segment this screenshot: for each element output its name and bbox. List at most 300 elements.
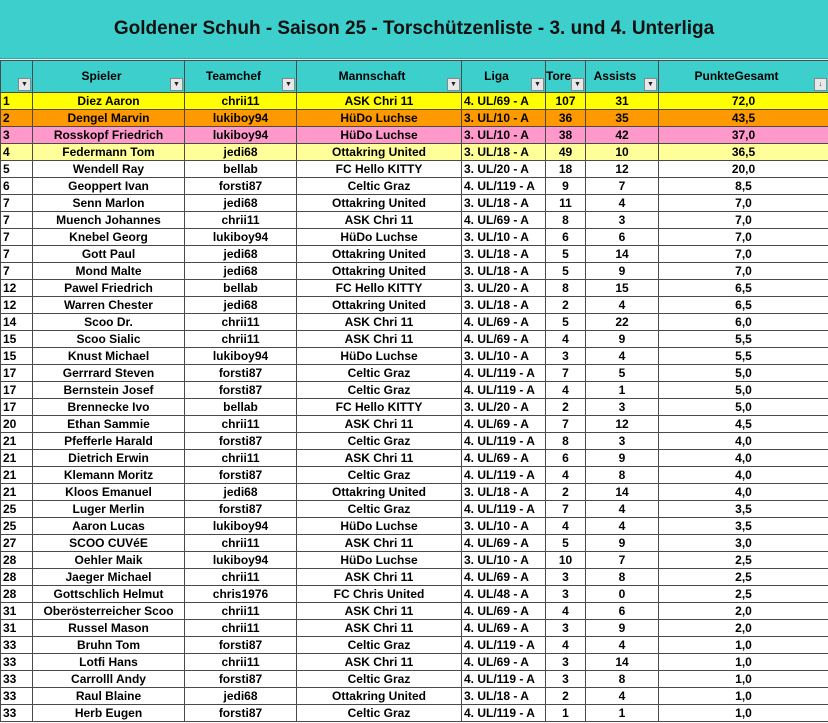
liga-cell[interactable]: 4. UL/119 - A [462,501,546,518]
filter-dropdown-icon[interactable]: ▼ [531,78,544,91]
spieler-cell[interactable]: Ethan Sammie [33,416,185,433]
teamchef-cell[interactable]: chrii11 [185,450,297,467]
table-row[interactable] [1,450,828,467]
mannschaft-cell[interactable]: ASK Chri 11 [297,603,462,620]
teamchef-cell[interactable]: chrii11 [185,654,297,671]
assists-cell[interactable]: 7 [586,552,659,569]
rank-cell[interactable]: 17 [1,382,33,399]
tore-cell[interactable]: 2 [546,484,586,501]
mannschaft-cell[interactable]: FC Chris United [297,586,462,603]
teamchef-cell[interactable]: bellab [185,161,297,178]
punkte-cell[interactable]: 72,0 [659,93,828,110]
rank-cell[interactable]: 12 [1,297,33,314]
rank-cell[interactable]: 25 [1,501,33,518]
table-row[interactable] [1,433,828,450]
spieler-cell[interactable]: Senn Marlon [33,195,185,212]
mannschaft-cell[interactable]: Ottakring United [297,144,462,161]
punkte-cell[interactable]: 1,0 [659,654,828,671]
tore-cell[interactable]: 4 [546,467,586,484]
liga-cell[interactable]: 3. UL/10 - A [462,229,546,246]
rank-cell[interactable]: 20 [1,416,33,433]
liga-cell[interactable]: 3. UL/20 - A [462,161,546,178]
mannschaft-cell[interactable]: ASK Chri 11 [297,654,462,671]
mannschaft-cell[interactable]: HüDo Luchse [297,348,462,365]
liga-cell[interactable]: 3. UL/18 - A [462,195,546,212]
liga-cell[interactable]: 4. UL/119 - A [462,637,546,654]
liga-cell[interactable]: 4. UL/119 - A [462,671,546,688]
rank-cell[interactable]: 17 [1,399,33,416]
table-row[interactable] [1,127,828,144]
spieler-cell[interactable]: Bruhn Tom [33,637,185,654]
teamchef-cell[interactable]: forsti87 [185,365,297,382]
rank-cell[interactable]: 21 [1,433,33,450]
rank-cell[interactable]: 28 [1,552,33,569]
punkte-cell[interactable]: 5,5 [659,348,828,365]
punkte-cell[interactable]: 1,0 [659,705,828,722]
punkte-cell[interactable]: 4,0 [659,433,828,450]
punkte-cell[interactable]: 2,0 [659,603,828,620]
punkte-cell[interactable]: 4,0 [659,467,828,484]
assists-cell[interactable]: 9 [586,620,659,637]
table-row[interactable] [1,552,828,569]
mannschaft-cell[interactable]: HüDo Luchse [297,127,462,144]
punkte-cell[interactable]: 6,0 [659,314,828,331]
assists-cell[interactable]: 42 [586,127,659,144]
spieler-cell[interactable]: Knebel Georg [33,229,185,246]
teamchef-cell[interactable]: jedi68 [185,297,297,314]
mannschaft-cell[interactable]: Celtic Graz [297,501,462,518]
teamchef-cell[interactable]: lukiboy94 [185,518,297,535]
spieler-cell[interactable]: Wendell Ray [33,161,185,178]
mannschaft-cell[interactable]: ASK Chri 11 [297,416,462,433]
assists-cell[interactable]: 35 [586,110,659,127]
assists-cell[interactable]: 9 [586,450,659,467]
punkte-cell[interactable]: 2,5 [659,569,828,586]
spieler-cell[interactable]: Mond Malte [33,263,185,280]
teamchef-cell[interactable]: lukiboy94 [185,348,297,365]
tore-cell[interactable]: 1 [546,705,586,722]
teamchef-cell[interactable]: lukiboy94 [185,127,297,144]
column-header-tore[interactable]: Tore ▼ [546,61,586,93]
table-row[interactable] [1,586,828,603]
table-row[interactable] [1,246,828,263]
punkte-cell[interactable]: 5,0 [659,365,828,382]
mannschaft-cell[interactable]: ASK Chri 11 [297,450,462,467]
mannschaft-cell[interactable]: Celtic Graz [297,365,462,382]
spieler-cell[interactable]: Pawel Friedrich [33,280,185,297]
spieler-cell[interactable]: Kloos Emanuel [33,484,185,501]
assists-cell[interactable]: 4 [586,297,659,314]
rank-cell[interactable]: 2 [1,110,33,127]
teamchef-cell[interactable]: bellab [185,280,297,297]
assists-cell[interactable]: 4 [586,195,659,212]
assists-cell[interactable]: 4 [586,501,659,518]
spieler-cell[interactable]: Gottschlich Helmut [33,586,185,603]
mannschaft-cell[interactable]: Celtic Graz [297,705,462,722]
filter-dropdown-icon[interactable]: ▼ [170,78,183,91]
assists-cell[interactable]: 6 [586,603,659,620]
rank-cell[interactable]: 1 [1,93,33,110]
filter-dropdown-icon[interactable]: ▼ [18,78,31,91]
liga-cell[interactable]: 3. UL/10 - A [462,110,546,127]
assists-cell[interactable]: 14 [586,484,659,501]
teamchef-cell[interactable]: chrii11 [185,416,297,433]
teamchef-cell[interactable]: lukiboy94 [185,552,297,569]
tore-cell[interactable]: 8 [546,433,586,450]
punkte-cell[interactable]: 5,0 [659,382,828,399]
spieler-cell[interactable]: Luger Merlin [33,501,185,518]
mannschaft-cell[interactable]: Celtic Graz [297,178,462,195]
table-row[interactable] [1,195,828,212]
spieler-cell[interactable]: Knust Michael [33,348,185,365]
punkte-cell[interactable]: 36,5 [659,144,828,161]
punkte-cell[interactable]: 1,0 [659,637,828,654]
tore-cell[interactable]: 2 [546,399,586,416]
spieler-cell[interactable]: Geoppert Ivan [33,178,185,195]
column-header-assists[interactable]: Assists ▼ [586,61,659,93]
assists-cell[interactable]: 4 [586,688,659,705]
punkte-cell[interactable]: 2,5 [659,586,828,603]
rank-cell[interactable]: 33 [1,671,33,688]
liga-cell[interactable]: 4. UL/119 - A [462,178,546,195]
liga-cell[interactable]: 4. UL/119 - A [462,467,546,484]
liga-cell[interactable]: 4. UL/69 - A [462,654,546,671]
assists-cell[interactable]: 3 [586,433,659,450]
sort-descending-icon[interactable]: ↓ [814,78,827,91]
rank-cell[interactable]: 33 [1,654,33,671]
tore-cell[interactable]: 6 [546,450,586,467]
rank-cell[interactable]: 6 [1,178,33,195]
tore-cell[interactable]: 3 [546,569,586,586]
assists-cell[interactable]: 22 [586,314,659,331]
punkte-cell[interactable]: 7,0 [659,263,828,280]
punkte-cell[interactable]: 8,5 [659,178,828,195]
mannschaft-cell[interactable]: Celtic Graz [297,467,462,484]
liga-cell[interactable]: 3. UL/18 - A [462,263,546,280]
mannschaft-cell[interactable]: Celtic Graz [297,637,462,654]
punkte-cell[interactable]: 7,0 [659,246,828,263]
liga-cell[interactable]: 3. UL/18 - A [462,688,546,705]
rank-cell[interactable]: 25 [1,518,33,535]
tore-cell[interactable]: 3 [546,671,586,688]
tore-cell[interactable]: 3 [546,348,586,365]
teamchef-cell[interactable]: chrii11 [185,314,297,331]
teamchef-cell[interactable]: jedi68 [185,484,297,501]
rank-cell[interactable]: 7 [1,212,33,229]
assists-cell[interactable]: 4 [586,637,659,654]
mannschaft-cell[interactable]: HüDo Luchse [297,518,462,535]
mannschaft-cell[interactable]: ASK Chri 11 [297,93,462,110]
teamchef-cell[interactable]: jedi68 [185,688,297,705]
table-row[interactable] [1,705,828,722]
punkte-cell[interactable]: 1,0 [659,671,828,688]
liga-cell[interactable]: 4. UL/119 - A [462,433,546,450]
filter-dropdown-icon[interactable]: ▼ [447,78,460,91]
spieler-cell[interactable]: Warren Chester [33,297,185,314]
teamchef-cell[interactable]: jedi68 [185,195,297,212]
spieler-cell[interactable]: Muench Johannes [33,212,185,229]
spieler-cell[interactable]: Gerrrard Steven [33,365,185,382]
mannschaft-cell[interactable]: ASK Chri 11 [297,535,462,552]
mannschaft-cell[interactable]: FC Hello KITTY [297,280,462,297]
assists-cell[interactable]: 8 [586,569,659,586]
teamchef-cell[interactable]: lukiboy94 [185,229,297,246]
rank-cell[interactable]: 31 [1,620,33,637]
assists-cell[interactable]: 12 [586,161,659,178]
teamchef-cell[interactable]: forsti87 [185,671,297,688]
rank-cell[interactable]: 3 [1,127,33,144]
punkte-cell[interactable]: 3,5 [659,501,828,518]
punkte-cell[interactable]: 6,5 [659,280,828,297]
tore-cell[interactable]: 10 [546,552,586,569]
spieler-cell[interactable]: Oehler Maik [33,552,185,569]
rank-cell[interactable]: 14 [1,314,33,331]
tore-cell[interactable]: 6 [546,229,586,246]
liga-cell[interactable]: 3. UL/18 - A [462,297,546,314]
spieler-cell[interactable]: Dietrich Erwin [33,450,185,467]
table-row[interactable] [1,110,828,127]
mannschaft-cell[interactable]: FC Hello KITTY [297,161,462,178]
punkte-cell[interactable]: 7,0 [659,195,828,212]
tore-cell[interactable]: 8 [546,212,586,229]
tore-cell[interactable]: 5 [546,314,586,331]
assists-cell[interactable]: 8 [586,671,659,688]
liga-cell[interactable]: 4. UL/69 - A [462,603,546,620]
spieler-cell[interactable]: Federmann Tom [33,144,185,161]
tore-cell[interactable]: 9 [546,178,586,195]
table-row[interactable] [1,93,828,110]
table-row[interactable] [1,467,828,484]
tore-cell[interactable]: 4 [546,382,586,399]
assists-cell[interactable]: 12 [586,416,659,433]
liga-cell[interactable]: 4. UL/69 - A [462,416,546,433]
assists-cell[interactable]: 9 [586,331,659,348]
assists-cell[interactable]: 0 [586,586,659,603]
liga-cell[interactable]: 4. UL/69 - A [462,93,546,110]
assists-cell[interactable]: 6 [586,229,659,246]
mannschaft-cell[interactable]: HüDo Luchse [297,110,462,127]
spieler-cell[interactable]: Aaron Lucas [33,518,185,535]
teamchef-cell[interactable]: forsti87 [185,178,297,195]
spieler-cell[interactable]: Carrolll Andy [33,671,185,688]
teamchef-cell[interactable]: forsti87 [185,382,297,399]
tore-cell[interactable]: 5 [546,263,586,280]
table-row[interactable] [1,280,828,297]
rank-cell[interactable]: 28 [1,569,33,586]
column-header-punkte[interactable]: PunkteGesamt ↓ [659,61,828,93]
rank-cell[interactable]: 28 [1,586,33,603]
punkte-cell[interactable]: 37,0 [659,127,828,144]
teamchef-cell[interactable]: lukiboy94 [185,110,297,127]
assists-cell[interactable]: 4 [586,518,659,535]
mannschaft-cell[interactable]: Celtic Graz [297,382,462,399]
filter-dropdown-icon[interactable]: ▼ [282,78,295,91]
spieler-cell[interactable]: Gott Paul [33,246,185,263]
liga-cell[interactable]: 4. UL/69 - A [462,620,546,637]
table-row[interactable] [1,331,828,348]
column-header-liga[interactable]: Liga ▼ [462,61,546,93]
liga-cell[interactable]: 4. UL/48 - A [462,586,546,603]
rank-cell[interactable]: 7 [1,195,33,212]
mannschaft-cell[interactable]: ASK Chri 11 [297,620,462,637]
punkte-cell[interactable]: 4,5 [659,416,828,433]
assists-cell[interactable]: 1 [586,705,659,722]
table-row[interactable] [1,484,828,501]
spieler-cell[interactable]: Scoo Sialic [33,331,185,348]
liga-cell[interactable]: 3. UL/10 - A [462,127,546,144]
rank-cell[interactable]: 7 [1,263,33,280]
punkte-cell[interactable]: 6,5 [659,297,828,314]
teamchef-cell[interactable]: chrii11 [185,93,297,110]
table-row[interactable] [1,144,828,161]
punkte-cell[interactable]: 2,5 [659,552,828,569]
punkte-cell[interactable]: 4,0 [659,450,828,467]
rank-cell[interactable]: 15 [1,331,33,348]
tore-cell[interactable]: 7 [546,365,586,382]
assists-cell[interactable]: 3 [586,212,659,229]
punkte-cell[interactable]: 20,0 [659,161,828,178]
spieler-cell[interactable]: Bernstein Josef [33,382,185,399]
table-row[interactable] [1,654,828,671]
table-row[interactable] [1,229,828,246]
tore-cell[interactable]: 3 [546,654,586,671]
table-row[interactable] [1,518,828,535]
assists-cell[interactable]: 9 [586,535,659,552]
liga-cell[interactable]: 3. UL/18 - A [462,246,546,263]
punkte-cell[interactable]: 4,0 [659,484,828,501]
punkte-cell[interactable]: 7,0 [659,212,828,229]
spieler-cell[interactable]: Rosskopf Friedrich [33,127,185,144]
table-row[interactable] [1,348,828,365]
filter-dropdown-icon[interactable]: ▼ [571,78,584,91]
column-header-rank[interactable] [1,61,33,93]
teamchef-cell[interactable]: chrii11 [185,569,297,586]
table-row[interactable] [1,297,828,314]
liga-cell[interactable]: 3. UL/10 - A [462,348,546,365]
tore-cell[interactable]: 4 [546,331,586,348]
tore-cell[interactable]: 7 [546,501,586,518]
spieler-cell[interactable]: Diez Aaron [33,93,185,110]
punkte-cell[interactable]: 3,5 [659,518,828,535]
tore-cell[interactable]: 2 [546,688,586,705]
mannschaft-cell[interactable]: Ottakring United [297,195,462,212]
tore-cell[interactable]: 49 [546,144,586,161]
column-header-teamchef[interactable]: Teamchef ▼ [185,61,297,93]
table-row[interactable] [1,263,828,280]
tore-cell[interactable]: 8 [546,280,586,297]
liga-cell[interactable]: 4. UL/119 - A [462,382,546,399]
rank-cell[interactable]: 21 [1,467,33,484]
table-row[interactable] [1,314,828,331]
table-row[interactable] [1,382,828,399]
liga-cell[interactable]: 3. UL/10 - A [462,552,546,569]
spieler-cell[interactable]: Russel Mason [33,620,185,637]
rank-cell[interactable]: 12 [1,280,33,297]
rank-cell[interactable]: 21 [1,450,33,467]
mannschaft-cell[interactable]: Celtic Graz [297,433,462,450]
rank-cell[interactable]: 33 [1,688,33,705]
punkte-cell[interactable]: 5,0 [659,399,828,416]
teamchef-cell[interactable]: jedi68 [185,144,297,161]
table-row[interactable] [1,603,828,620]
liga-cell[interactable]: 4. UL/69 - A [462,569,546,586]
assists-cell[interactable]: 10 [586,144,659,161]
filter-dropdown-icon[interactable]: ▼ [644,78,657,91]
punkte-cell[interactable]: 3,0 [659,535,828,552]
spieler-cell[interactable]: Jaeger Michael [33,569,185,586]
tore-cell[interactable]: 5 [546,246,586,263]
table-row[interactable] [1,416,828,433]
table-row[interactable] [1,637,828,654]
assists-cell[interactable]: 14 [586,654,659,671]
punkte-cell[interactable]: 43,5 [659,110,828,127]
rank-cell[interactable]: 5 [1,161,33,178]
teamchef-cell[interactable]: forsti87 [185,501,297,518]
teamchef-cell[interactable]: forsti87 [185,467,297,484]
mannschaft-cell[interactable]: Ottakring United [297,484,462,501]
tore-cell[interactable]: 5 [546,535,586,552]
assists-cell[interactable]: 5 [586,365,659,382]
rank-cell[interactable]: 15 [1,348,33,365]
rank-cell[interactable]: 7 [1,246,33,263]
assists-cell[interactable]: 14 [586,246,659,263]
assists-cell[interactable]: 8 [586,467,659,484]
teamchef-cell[interactable]: chrii11 [185,212,297,229]
tore-cell[interactable]: 11 [546,195,586,212]
tore-cell[interactable]: 4 [546,603,586,620]
mannschaft-cell[interactable]: FC Hello KITTY [297,399,462,416]
teamchef-cell[interactable]: chrii11 [185,535,297,552]
mannschaft-cell[interactable]: Ottakring United [297,297,462,314]
table-row[interactable] [1,671,828,688]
teamchef-cell[interactable]: chrii11 [185,620,297,637]
tore-cell[interactable]: 3 [546,586,586,603]
mannschaft-cell[interactable]: Ottakring United [297,263,462,280]
liga-cell[interactable]: 3. UL/20 - A [462,280,546,297]
tore-cell[interactable]: 18 [546,161,586,178]
teamchef-cell[interactable]: chris1976 [185,586,297,603]
table-row[interactable] [1,212,828,229]
rank-cell[interactable]: 7 [1,229,33,246]
rank-cell[interactable]: 31 [1,603,33,620]
spieler-cell[interactable]: SCOO CUVéE [33,535,185,552]
mannschaft-cell[interactable]: HüDo Luchse [297,229,462,246]
liga-cell[interactable]: 3. UL/10 - A [462,518,546,535]
tore-cell[interactable]: 4 [546,637,586,654]
tore-cell[interactable]: 36 [546,110,586,127]
teamchef-cell[interactable]: chrii11 [185,331,297,348]
spieler-cell[interactable]: Lotfi Hans [33,654,185,671]
teamchef-cell[interactable]: forsti87 [185,433,297,450]
tore-cell[interactable]: 38 [546,127,586,144]
rank-cell[interactable]: 33 [1,637,33,654]
table-row[interactable] [1,178,828,195]
liga-cell[interactable]: 4. UL/69 - A [462,314,546,331]
tore-cell[interactable]: 4 [546,518,586,535]
rank-cell[interactable]: 27 [1,535,33,552]
spieler-cell[interactable]: Scoo Dr. [33,314,185,331]
teamchef-cell[interactable]: jedi68 [185,263,297,280]
assists-cell[interactable]: 7 [586,178,659,195]
teamchef-cell[interactable]: jedi68 [185,246,297,263]
liga-cell[interactable]: 3. UL/18 - A [462,484,546,501]
teamchef-cell[interactable]: bellab [185,399,297,416]
mannschaft-cell[interactable]: ASK Chri 11 [297,569,462,586]
spieler-cell[interactable]: Raul Blaine [33,688,185,705]
spieler-cell[interactable]: Herb Eugen [33,705,185,722]
table-row[interactable] [1,161,828,178]
teamchef-cell[interactable]: forsti87 [185,705,297,722]
